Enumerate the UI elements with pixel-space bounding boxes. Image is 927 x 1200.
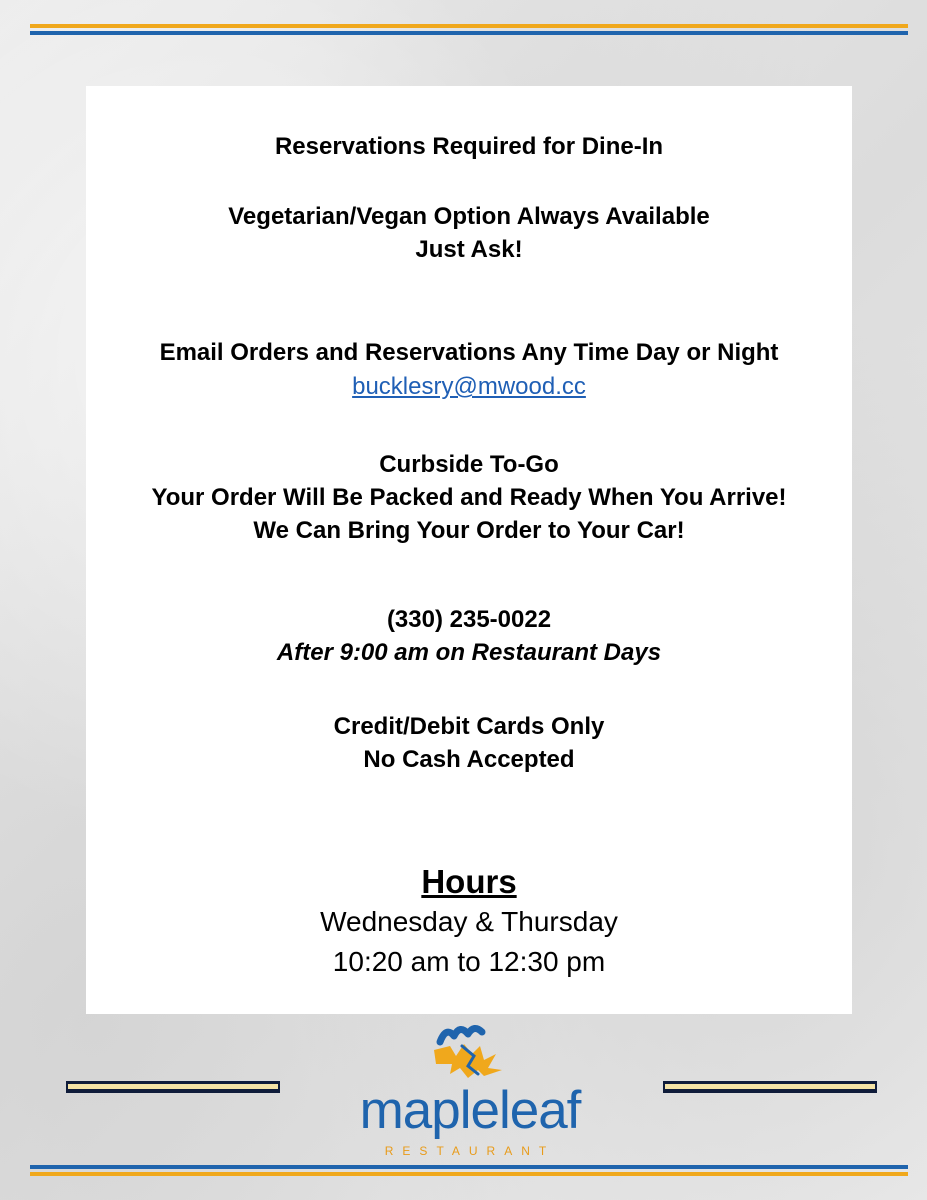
phone-hours: After 9:00 am on Restaurant Days: [276, 639, 662, 666]
curbside-heading: Curbside To-Go: [379, 451, 559, 478]
reservations-required: Reservations Required for Dine-In: [274, 133, 664, 160]
top-border-stripe: [30, 24, 908, 35]
bottom-border-stripe: [30, 1165, 908, 1176]
hours-times: 10:20 am to 12:30 pm: [332, 946, 606, 977]
cards-only: Credit/Debit Cards Only: [333, 713, 605, 740]
order-packed: Your Order Will Be Packed and Ready When You Arrive!: [151, 484, 787, 511]
email-heading: Email Orders and Reservations Any Time Day or Night: [159, 339, 779, 366]
email-link[interactable]: bucklesry@mwood.cc: [352, 373, 586, 400]
hours-title: Hours: [421, 863, 517, 900]
hours-days: Wednesday & Thursday: [320, 906, 618, 937]
logo-wordmark: mapleleaf: [359, 1081, 581, 1140]
maple-leaf-logo-icon: [428, 1020, 512, 1086]
vegetarian-option: Vegetarian/Vegan Option Always Available: [228, 203, 710, 230]
just-ask: Just Ask!: [415, 236, 523, 263]
mapleleaf-logo: [340, 1020, 600, 1158]
left-decorative-rule: [66, 1081, 280, 1093]
email-line: [86, 373, 852, 401]
logo-subtitle: RESTAURANT: [384, 1144, 556, 1158]
bring-to-car: We Can Bring Your Order to Your Car!: [253, 517, 685, 544]
notice-card: [86, 86, 852, 1014]
phone-number: (330) 235-0022: [386, 606, 552, 633]
right-decorative-rule: [663, 1081, 877, 1093]
no-cash: No Cash Accepted: [363, 746, 575, 773]
